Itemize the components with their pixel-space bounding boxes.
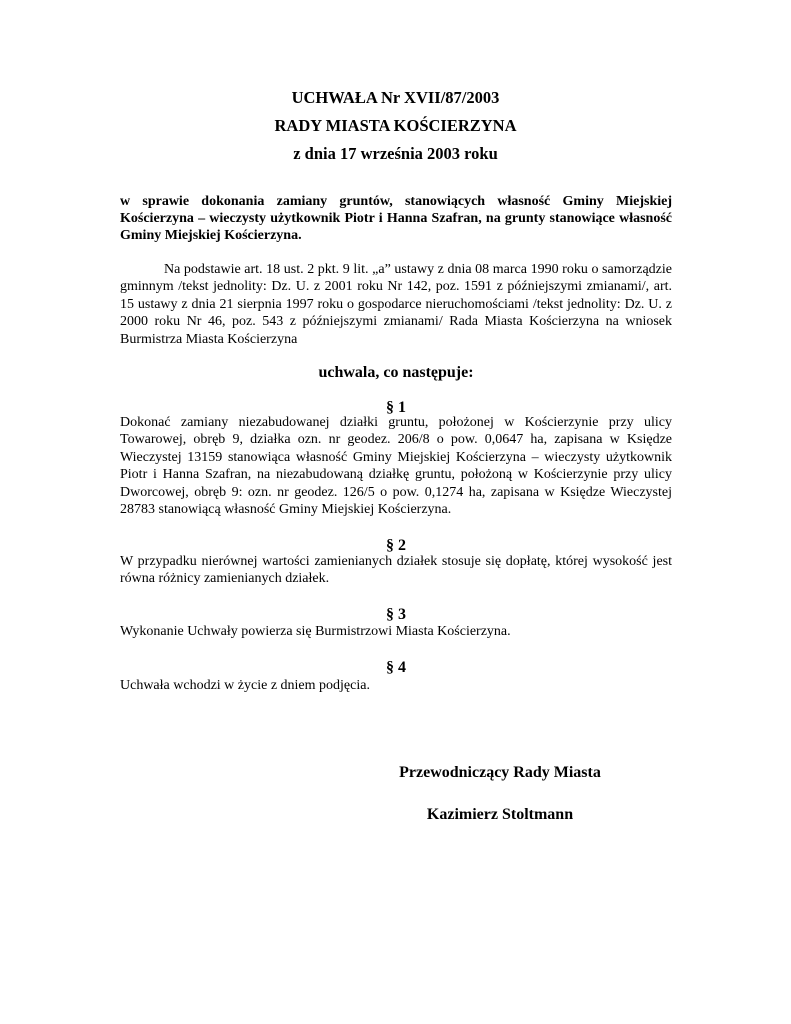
section-2-text: W przypadku nierównej wartości zamienianych działek stosuje się dopłatę, której wysokość jest równa różnicy zamienianych działek. [120, 554, 672, 587]
resolution-number: UCHWAŁA Nr XVII/87/2003 [291, 88, 500, 107]
section-3-text: Wykonanie Uchwały powierza się Burmistrzowi Miasta Kościerzyna. [120, 624, 511, 639]
section-1-mark: § 1 [386, 399, 406, 416]
signatory-role: Przewodniczący Rady Miasta [399, 764, 601, 781]
resolution-subject: w sprawie dokonania zamiany gruntów, stanowiących własność Gminy Miejskiej Kościerzyna – wieczysty użytkownik Piotr i Hanna Szafran, na grunty stanowiące własność Gminy Miejskiej Kościerzyna. [120, 194, 672, 243]
section-3-mark: § 3 [386, 606, 406, 623]
section-1-text: Dokonać zamiany niezabudowanej działki gruntu, położonej w Kościerzynie przy ulicy Towarowej, obręb 9, działka ozn. nr geodez. 206/8 o pow. 0,0647 ha, zapisana w Księdze Wieczystej 13159 stanowiąca własność Gminy Miejskiej Kościerzyna – wieczysty użytkownik Piotr i Hanna Szafran, na niezabudowaną działkę gruntu, położoną w Kościerzynie przy ulicy Dworcowej, obręb 9: ozn. nr geodez. 126/5 o pow. 0,1274 ha, zapisana w Księdze Wieczystej 28783 stanowiącą własność Gminy Miejskiej Kościerzyna. [120, 415, 672, 518]
signatory-name: Kazimierz Stoltmann [426, 806, 574, 823]
section-4-text: Uchwała wchodzi w życie z dniem podjęcia. [120, 678, 370, 693]
preamble-paragraph: Na podstawie art. 18 ust. 2 pkt. 9 lit. „a” ustawy z dnia 08 marca 1990 roku o samorządzie gminnym /tekst jednolity: Dz. U. z 2001 roku Nr 142, poz. 1591 z późniejszymi zmianami/, art. 15 ustawy z dnia 21 sierpnia 1997 roku o gospodarce nieruchomościami /tekst jednolity: Dz. U. z 2000 roku Nr 46, poz. 543 z późniejszymi zmianami/ Rada Miasta Kościerzyna na wniosek Burmistrza Miasta Kościerzyna [120, 262, 672, 347]
resolution-date: z dnia 17 września 2003 roku [293, 144, 498, 163]
section-4-mark: § 4 [386, 659, 406, 676]
section-2-mark: § 2 [386, 537, 406, 554]
resolves-heading: uchwala, co następuje: [318, 364, 474, 381]
council-name: RADY MIASTA KOŚCIERZYNA [274, 116, 517, 135]
